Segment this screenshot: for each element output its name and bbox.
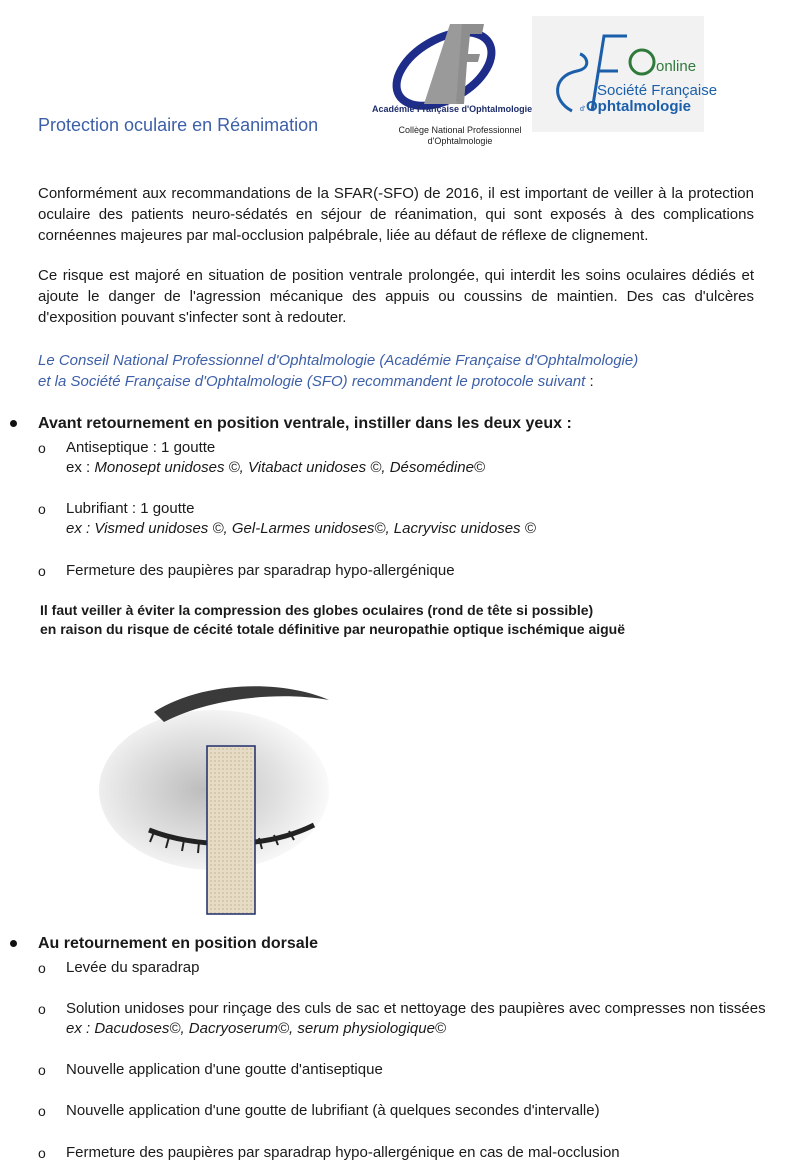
list-item xyxy=(38,499,536,539)
list-item xyxy=(38,999,786,1039)
sfo-logo-societe: Société Française xyxy=(597,82,718,99)
bullet-circle-icon: o xyxy=(38,1001,46,1017)
bullet-circle-icon: o xyxy=(38,1062,46,1078)
paragraph-1: Conformément aux recommandations de la SFAR(-SFO) de 2016, il est important de veiller à la protection oculaire des patients neuro-sédatés en séjour de réanimation, qui sont exposés à des complications cornéennes majeures par mal-occlusion palpébrale, liée au défaut de réflexe de clignement. xyxy=(38,185,754,244)
list-item xyxy=(38,1143,620,1163)
af-logo-cnp-line1: Collège National Professionnel xyxy=(398,125,522,135)
list-item xyxy=(38,958,200,978)
item-example: ex : Dacudoses©, Dacryoserum©, serum physiologique© xyxy=(66,1020,446,1037)
af-logo-cnp xyxy=(375,125,545,147)
item-label: Nouvelle application d'une goutte de lubrifiant (à quelques secondes d'intervalle) xyxy=(66,1102,600,1119)
intro-line-1: Le Conseil National Professionnel d'Ophtalmologie (Académie Française d'Ophtalmologie) xyxy=(38,352,639,369)
item-example: ex : Vismed unidoses ©, Gel-Larmes unidoses©, Lacryvisc unidoses © xyxy=(66,520,536,537)
bullet-circle-icon: o xyxy=(38,1103,46,1119)
section-2-heading-text: Au retournement en position dorsale xyxy=(38,935,319,952)
section-1-heading xyxy=(38,415,572,433)
af-logo-name: Académie Française d'Ophtalmologie xyxy=(372,104,533,114)
section-1-heading-text: Avant retournement en position ventrale, instiller dans les deux yeux : xyxy=(38,415,572,432)
item-label: Fermeture des paupières par sparadrap hypo-allergénique xyxy=(66,562,455,579)
intro-colon: : xyxy=(585,373,594,390)
list-item xyxy=(38,1060,383,1080)
af-logo-cnp-line2: d'Ophtalmologie xyxy=(427,136,493,146)
warning-note xyxy=(40,601,625,639)
bullet-circle-icon: o xyxy=(38,1145,46,1161)
warning-line-2: en raison du risque de cécité totale définitive par neuropathie optique ischémique aiguë xyxy=(40,621,626,637)
page-title: Protection oculaire en Réanimation xyxy=(38,115,319,135)
closed-eye-illustration xyxy=(94,660,366,930)
sfo-logo-d: d' xyxy=(580,106,586,113)
intro-line-2: et la Société Française d'Ophtalmologie (SFO) recommandent le protocole suivant xyxy=(38,373,586,390)
list-item xyxy=(38,438,485,478)
sfo-logo-ophtalmologie: Ophtalmologie xyxy=(586,98,691,115)
section-2-heading xyxy=(38,935,318,953)
bullet-circle-icon: o xyxy=(38,960,46,976)
item-label: Antiseptique : 1 goutte xyxy=(66,439,216,456)
warning-line-1: Il faut veiller à éviter la compression des globes oculaires (rond de tête si possible) xyxy=(40,602,594,618)
intro-statement xyxy=(38,350,758,392)
item-label: Nouvelle application d'une goutte d'antiseptique xyxy=(66,1061,383,1078)
bullet-disc-icon xyxy=(10,420,17,427)
item-label: Levée du sparadrap xyxy=(66,959,200,976)
bullet-disc-icon xyxy=(10,940,17,947)
item-example: Monosept unidoses ©, Vitabact unidoses ©, Désomédine© xyxy=(94,459,485,476)
paragraph-2: Ce risque est majoré en situation de position ventrale prolongée, qui interdit les soins oculaires dédiés et ajoute le danger de l'agression mécanique des appuis ou coussins de maintien. Des cas d'ulcères d'exposition pouvant s'infecter sont à redouter. xyxy=(38,267,754,326)
list-item xyxy=(38,1101,600,1121)
item-example-prefix: ex : xyxy=(66,459,95,476)
bullet-circle-icon: o xyxy=(38,563,46,579)
list-item xyxy=(38,561,455,581)
bullet-circle-icon: o xyxy=(38,440,46,456)
item-label: Solution unidoses pour rinçage des culs de sac et nettoyage des paupières avec compresses non tissées xyxy=(66,1000,766,1017)
bullet-circle-icon: o xyxy=(38,501,46,517)
sfo-logo-online: online xyxy=(656,58,697,75)
item-label: Lubrifiant : 1 goutte xyxy=(66,500,195,517)
item-label: Fermeture des paupières par sparadrap hypo-allergénique en cas de mal-occlusion xyxy=(66,1144,620,1161)
sparadrap-tape xyxy=(207,746,255,914)
